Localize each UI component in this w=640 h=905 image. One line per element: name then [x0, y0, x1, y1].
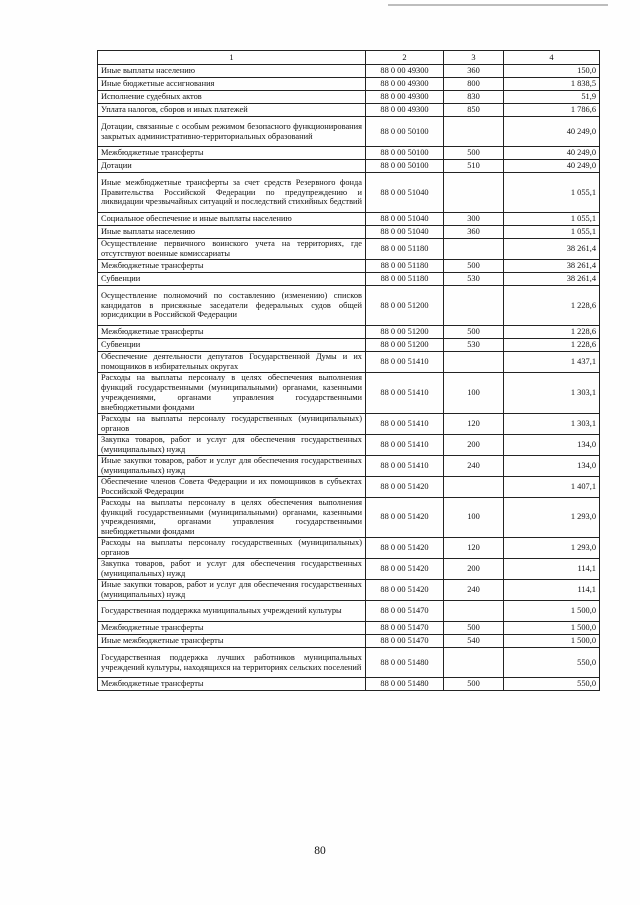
row-type: 100	[444, 497, 504, 538]
row-name: Дотации, связанные с особым режимом безопасного функционирования закрытых административно-территориальных образований	[98, 117, 366, 147]
row-code: 88 0 00 49300	[366, 78, 444, 91]
table-row	[98, 678, 600, 691]
row-code: 88 0 00 51200	[366, 339, 444, 352]
row-code: 88 0 00 50100	[366, 117, 444, 147]
row-code: 88 0 00 51180	[366, 239, 444, 260]
row-type: 240	[444, 455, 504, 476]
row-sum: 38 261,4	[504, 273, 600, 286]
row-sum: 40 249,0	[504, 117, 600, 147]
table-row	[98, 273, 600, 286]
row-type	[444, 352, 504, 373]
table-row	[98, 239, 600, 260]
row-type: 800	[444, 78, 504, 91]
row-sum: 38 261,4	[504, 239, 600, 260]
row-name: Осуществление первичного воинского учета на территориях, где отсутствуют военные комиссариаты	[98, 239, 366, 260]
row-type: 500	[444, 678, 504, 691]
row-code: 88 0 00 51410	[366, 373, 444, 414]
table-row	[98, 65, 600, 78]
row-code: 88 0 00 51420	[366, 559, 444, 580]
row-sum: 1 228,6	[504, 326, 600, 339]
table-row	[98, 413, 600, 434]
table-row	[98, 326, 600, 339]
row-name: Иные межбюджетные трансферты за счет средств Резервного фонда Правительства Российской Федерации по предупреждению и ликвидации чрезвычайных ситуаций и последствий стихийных бедствий	[98, 173, 366, 213]
row-type	[444, 601, 504, 622]
row-sum: 1 786,6	[504, 104, 600, 117]
row-code: 88 0 00 51040	[366, 226, 444, 239]
row-name: Исполнение судебных актов	[98, 91, 366, 104]
row-type	[444, 117, 504, 147]
table-row	[98, 635, 600, 648]
table-row	[98, 173, 600, 213]
row-sum: 1 500,0	[504, 622, 600, 635]
table-row	[98, 147, 600, 160]
row-code: 88 0 00 51040	[366, 213, 444, 226]
table-row	[98, 622, 600, 635]
row-type	[444, 648, 504, 678]
row-name: Межбюджетные трансферты	[98, 622, 366, 635]
row-name: Уплата налогов, сборов и иных платежей	[98, 104, 366, 117]
table-row	[98, 213, 600, 226]
row-code: 88 0 00 51420	[366, 476, 444, 497]
row-type: 500	[444, 147, 504, 160]
table-row	[98, 455, 600, 476]
row-type: 830	[444, 91, 504, 104]
row-sum: 1 838,5	[504, 78, 600, 91]
row-name: Иные выплаты населению	[98, 226, 366, 239]
row-sum: 51,9	[504, 91, 600, 104]
row-name: Субвенции	[98, 273, 366, 286]
row-sum: 1 303,1	[504, 373, 600, 414]
row-code: 88 0 00 51470	[366, 635, 444, 648]
row-code: 88 0 00 49300	[366, 104, 444, 117]
row-sum: 1 228,6	[504, 339, 600, 352]
row-code: 88 0 00 51470	[366, 622, 444, 635]
row-sum: 114,1	[504, 580, 600, 601]
row-sum: 1 500,0	[504, 601, 600, 622]
row-type: 530	[444, 273, 504, 286]
row-type: 200	[444, 559, 504, 580]
row-type: 510	[444, 160, 504, 173]
budget-table	[97, 50, 600, 691]
row-name: Иные закупки товаров, работ и услуг для обеспечения государственных (муниципальных) нужд	[98, 580, 366, 601]
row-code: 88 0 00 51420	[366, 497, 444, 538]
row-name: Иные выплаты населению	[98, 65, 366, 78]
row-name: Закупка товаров, работ и услуг для обеспечения государственных (муниципальных) нужд	[98, 559, 366, 580]
table-header-row	[98, 51, 600, 65]
table-row	[98, 434, 600, 455]
row-type: 240	[444, 580, 504, 601]
table-row	[98, 476, 600, 497]
row-name: Иные бюджетные ассигнования	[98, 78, 366, 91]
row-code: 88 0 00 51410	[366, 455, 444, 476]
table-row	[98, 226, 600, 239]
row-type	[444, 239, 504, 260]
row-name: Расходы на выплаты персоналу в целях обеспечения выполнения функций государственными (муниципальными) органами, казенными учреждениями, органами управления государственными внебюджетными фондами	[98, 373, 366, 414]
row-code: 88 0 00 51040	[366, 173, 444, 213]
row-sum: 134,0	[504, 455, 600, 476]
table-row	[98, 286, 600, 326]
scan-artifact-line	[388, 4, 608, 6]
row-sum: 38 261,4	[504, 260, 600, 273]
row-sum: 1 293,0	[504, 497, 600, 538]
row-name: Осуществление полномочий по составлению (изменению) списков кандидатов в присяжные заседатели федеральных судов общей юрисдикции в Российской Федерации	[98, 286, 366, 326]
header-col-3: 3	[444, 51, 504, 65]
row-type: 500	[444, 622, 504, 635]
table-row	[98, 601, 600, 622]
row-type: 540	[444, 635, 504, 648]
row-name: Обеспечение деятельности депутатов Государственной Думы и их помощников в избирательных округах	[98, 352, 366, 373]
row-name: Субвенции	[98, 339, 366, 352]
row-type: 500	[444, 260, 504, 273]
table-row	[98, 648, 600, 678]
row-type: 120	[444, 538, 504, 559]
row-name: Обеспечение членов Совета Федерации и их помощников в субъектах Российской Федерации	[98, 476, 366, 497]
row-name: Расходы на выплаты персоналу в целях обеспечения выполнения функций государственными (муниципальными) органами, казенными учреждениями, органами управления государственными внебюджетными фондами	[98, 497, 366, 538]
row-code: 88 0 00 51480	[366, 648, 444, 678]
table-row	[98, 91, 600, 104]
row-sum: 1 303,1	[504, 413, 600, 434]
row-type: 120	[444, 413, 504, 434]
row-code: 88 0 00 51480	[366, 678, 444, 691]
row-name: Дотации	[98, 160, 366, 173]
row-sum: 114,1	[504, 559, 600, 580]
table-row	[98, 538, 600, 559]
row-code: 88 0 00 51200	[366, 286, 444, 326]
row-name: Иные закупки товаров, работ и услуг для обеспечения государственных (муниципальных) нужд	[98, 455, 366, 476]
table-row	[98, 78, 600, 91]
row-name: Межбюджетные трансферты	[98, 147, 366, 160]
row-sum: 1 228,6	[504, 286, 600, 326]
row-name: Межбюджетные трансферты	[98, 678, 366, 691]
row-name: Расходы на выплаты персоналу государственных (муниципальных) органов	[98, 538, 366, 559]
table-row	[98, 497, 600, 538]
row-sum: 1 055,1	[504, 213, 600, 226]
row-code: 88 0 00 51470	[366, 601, 444, 622]
table-row	[98, 117, 600, 147]
page-number: 80	[314, 845, 326, 857]
table-row	[98, 339, 600, 352]
row-name: Социальное обеспечение и иные выплаты населению	[98, 213, 366, 226]
row-code: 88 0 00 51180	[366, 260, 444, 273]
row-sum: 150,0	[504, 65, 600, 78]
row-code: 88 0 00 51420	[366, 580, 444, 601]
row-type	[444, 286, 504, 326]
row-sum: 550,0	[504, 648, 600, 678]
table-row	[98, 104, 600, 117]
row-type	[444, 173, 504, 213]
table-row	[98, 160, 600, 173]
row-name: Закупка товаров, работ и услуг для обеспечения государственных (муниципальных) нужд	[98, 434, 366, 455]
row-code: 88 0 00 51410	[366, 352, 444, 373]
row-name: Государственная поддержка муниципальных учреждений культуры	[98, 601, 366, 622]
table-row	[98, 373, 600, 414]
row-sum: 1 293,0	[504, 538, 600, 559]
row-name: Иные межбюджетные трансферты	[98, 635, 366, 648]
table-row	[98, 580, 600, 601]
row-code: 88 0 00 50100	[366, 147, 444, 160]
row-name: Межбюджетные трансферты	[98, 260, 366, 273]
table-row	[98, 260, 600, 273]
row-sum: 1 055,1	[504, 226, 600, 239]
row-code: 88 0 00 50100	[366, 160, 444, 173]
row-sum: 40 249,0	[504, 160, 600, 173]
row-sum: 1 407,1	[504, 476, 600, 497]
row-code: 88 0 00 51180	[366, 273, 444, 286]
row-name: Государственная поддержка лучших работников муниципальных учреждений культуры, находящихся на территориях сельских поселений	[98, 648, 366, 678]
row-name: Межбюджетные трансферты	[98, 326, 366, 339]
header-col-4: 4	[504, 51, 600, 65]
row-code: 88 0 00 49300	[366, 65, 444, 78]
row-type: 500	[444, 326, 504, 339]
row-sum: 134,0	[504, 434, 600, 455]
row-sum: 1 437,1	[504, 352, 600, 373]
row-code: 88 0 00 51410	[366, 413, 444, 434]
row-type: 360	[444, 226, 504, 239]
header-col-1: 1	[98, 51, 366, 65]
row-type: 360	[444, 65, 504, 78]
header-col-2: 2	[366, 51, 444, 65]
row-code: 88 0 00 51410	[366, 434, 444, 455]
row-sum: 550,0	[504, 678, 600, 691]
row-type: 200	[444, 434, 504, 455]
row-type	[444, 476, 504, 497]
row-sum: 1 500,0	[504, 635, 600, 648]
row-code: 88 0 00 51200	[366, 326, 444, 339]
row-type: 100	[444, 373, 504, 414]
row-type: 300	[444, 213, 504, 226]
row-sum: 1 055,1	[504, 173, 600, 213]
row-sum: 40 249,0	[504, 147, 600, 160]
row-code: 88 0 00 49300	[366, 91, 444, 104]
row-type: 530	[444, 339, 504, 352]
table-row	[98, 352, 600, 373]
table-row	[98, 559, 600, 580]
row-type: 850	[444, 104, 504, 117]
row-code: 88 0 00 51420	[366, 538, 444, 559]
row-name: Расходы на выплаты персоналу государственных (муниципальных) органов	[98, 413, 366, 434]
